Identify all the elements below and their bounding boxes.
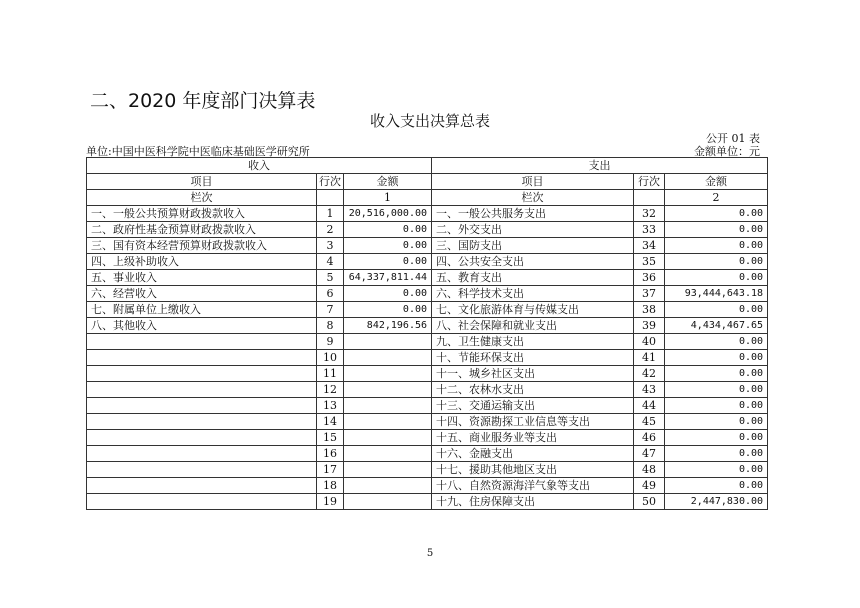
income-header: 收入	[87, 158, 432, 174]
income-row-no-cell: 5	[317, 270, 344, 286]
income-amount-cell	[344, 414, 432, 430]
table-row	[87, 478, 768, 494]
expense-item-cell: 五、教育支出	[432, 270, 634, 286]
income-row-no-cell: 16	[317, 446, 344, 462]
income-row-no-cell: 10	[317, 350, 344, 366]
income-amount-cell: 0.00	[344, 222, 432, 238]
expense-col-empty	[634, 190, 665, 206]
expense-amount-cell: 93,444,643.18	[665, 286, 768, 302]
income-item-cell	[87, 414, 317, 430]
income-row-no-cell: 13	[317, 398, 344, 414]
income-col-number: 1	[344, 190, 432, 206]
income-amount-cell: 64,337,811.44	[344, 270, 432, 286]
income-amount-cell: 20,516,000.00	[344, 206, 432, 222]
income-row-no-cell: 17	[317, 462, 344, 478]
income-item-cell	[87, 462, 317, 478]
table-row	[87, 270, 768, 286]
income-amount-cell: 842,196.56	[344, 318, 432, 334]
income-amount-cell	[344, 382, 432, 398]
table-row	[87, 446, 768, 462]
table-row	[87, 238, 768, 254]
expense-row-no-cell: 45	[634, 414, 665, 430]
expense-item-cell: 十七、援助其他地区支出	[432, 462, 634, 478]
income-item-cell	[87, 334, 317, 350]
expense-row-no-cell: 48	[634, 462, 665, 478]
form-code: 公开 01 表	[706, 132, 760, 145]
income-row-no-cell: 9	[317, 334, 344, 350]
income-amount-cell	[344, 462, 432, 478]
income-col-empty	[317, 190, 344, 206]
expense-row-no-cell: 32	[634, 206, 665, 222]
income-item-cell: 四、上级补助收入	[87, 254, 317, 270]
expense-header: 支出	[432, 158, 768, 174]
income-row-no-cell: 7	[317, 302, 344, 318]
header-row-sections	[87, 158, 768, 174]
expense-item-cell: 十八、自然资源海洋气象等支出	[432, 478, 634, 494]
table-row	[87, 366, 768, 382]
expense-item-cell: 十一、城乡社区支出	[432, 366, 634, 382]
expense-row-no-cell: 33	[634, 222, 665, 238]
expense-amount-cell: 0.00	[665, 222, 768, 238]
income-row-no-cell: 18	[317, 478, 344, 494]
income-amount-header: 金额	[344, 174, 432, 190]
income-amount-cell	[344, 398, 432, 414]
income-row-no-cell: 8	[317, 318, 344, 334]
table-row	[87, 302, 768, 318]
income-amount-cell: 0.00	[344, 286, 432, 302]
expense-item-cell: 十、节能环保支出	[432, 350, 634, 366]
expense-row-no-cell: 35	[634, 254, 665, 270]
expense-row-no-cell: 38	[634, 302, 665, 318]
expense-row-no-cell: 50	[634, 494, 665, 510]
expense-row-no-cell: 34	[634, 238, 665, 254]
table-row	[87, 206, 768, 222]
header-row-columns	[87, 174, 768, 190]
income-item-cell	[87, 478, 317, 494]
income-item-cell	[87, 382, 317, 398]
income-row-no-cell: 15	[317, 430, 344, 446]
expense-item-cell: 一、一般公共服务支出	[432, 206, 634, 222]
table-row	[87, 462, 768, 478]
table-row	[87, 350, 768, 366]
expense-amount-cell: 4,434,467.65	[665, 318, 768, 334]
page-number: 5	[426, 548, 434, 559]
expense-row-no-cell: 46	[634, 430, 665, 446]
expense-amount-cell: 0.00	[665, 430, 768, 446]
income-row-no-cell: 14	[317, 414, 344, 430]
income-expense-table	[86, 157, 768, 510]
expense-item-cell: 九、卫生健康支出	[432, 334, 634, 350]
income-item-cell: 八、其他收入	[87, 318, 317, 334]
income-amount-cell	[344, 494, 432, 510]
income-row-no-cell: 1	[317, 206, 344, 222]
unit-currency: 金额单位：元	[694, 145, 760, 158]
expense-item-cell: 二、外交支出	[432, 222, 634, 238]
income-item-cell: 一、一般公共预算财政拨款收入	[87, 206, 317, 222]
expense-amount-cell: 0.00	[665, 382, 768, 398]
income-item-cell	[87, 430, 317, 446]
income-item-cell	[87, 350, 317, 366]
income-item-header: 项目	[87, 174, 317, 190]
expense-item-cell: 六、科学技术支出	[432, 286, 634, 302]
expense-item-cell: 十二、农林水支出	[432, 382, 634, 398]
income-amount-cell	[344, 350, 432, 366]
income-item-cell: 三、国有资本经营预算财政拨款收入	[87, 238, 317, 254]
income-amount-cell: 0.00	[344, 238, 432, 254]
expense-row-no-cell: 41	[634, 350, 665, 366]
income-amount-cell	[344, 478, 432, 494]
table-row	[87, 318, 768, 334]
table-row	[87, 254, 768, 270]
expense-item-cell: 三、国防支出	[432, 238, 634, 254]
income-item-cell	[87, 398, 317, 414]
income-amount-cell: 0.00	[344, 254, 432, 270]
income-row-no-cell: 3	[317, 238, 344, 254]
income-amount-cell	[344, 430, 432, 446]
income-row-no-cell: 6	[317, 286, 344, 302]
expense-row-no-header: 行次	[634, 174, 665, 190]
income-item-cell: 五、事业收入	[87, 270, 317, 286]
expense-amount-cell: 0.00	[665, 478, 768, 494]
table-row	[87, 222, 768, 238]
expense-item-cell: 七、文化旅游体育与传媒支出	[432, 302, 634, 318]
income-row-no-cell: 12	[317, 382, 344, 398]
table-row	[87, 286, 768, 302]
table-row	[87, 334, 768, 350]
expense-amount-cell: 0.00	[665, 414, 768, 430]
expense-col-label: 栏次	[432, 190, 634, 206]
expense-item-cell: 八、社会保障和就业支出	[432, 318, 634, 334]
income-item-cell: 七、附属单位上缴收入	[87, 302, 317, 318]
expense-amount-cell: 0.00	[665, 446, 768, 462]
expense-row-no-cell: 40	[634, 334, 665, 350]
table-row	[87, 382, 768, 398]
income-row-no-header: 行次	[317, 174, 344, 190]
column-number-row	[87, 190, 768, 206]
table-row	[87, 414, 768, 430]
expense-row-no-cell: 42	[634, 366, 665, 382]
expense-item-header: 项目	[432, 174, 634, 190]
section-title: 二、2020 年度部门决算表	[90, 90, 316, 112]
expense-amount-cell: 2,447,830.00	[665, 494, 768, 510]
expense-row-no-cell: 37	[634, 286, 665, 302]
income-item-cell: 六、经营收入	[87, 286, 317, 302]
income-item-cell	[87, 366, 317, 382]
expense-amount-cell: 0.00	[665, 462, 768, 478]
expense-item-cell: 十五、商业服务业等支出	[432, 430, 634, 446]
expense-item-cell: 十九、住房保障支出	[432, 494, 634, 510]
expense-row-no-cell: 39	[634, 318, 665, 334]
income-row-no-cell: 4	[317, 254, 344, 270]
income-item-cell: 二、政府性基金预算财政拨款收入	[87, 222, 317, 238]
income-amount-cell	[344, 446, 432, 462]
expense-item-cell: 四、公共安全支出	[432, 254, 634, 270]
table-title: 收入支出决算总表	[369, 112, 490, 130]
expense-row-no-cell: 43	[634, 382, 665, 398]
expense-amount-header: 金额	[665, 174, 768, 190]
expense-col-number: 2	[665, 190, 768, 206]
income-row-no-cell: 11	[317, 366, 344, 382]
expense-amount-cell: 0.00	[665, 238, 768, 254]
expense-amount-cell: 0.00	[665, 206, 768, 222]
income-row-no-cell: 2	[317, 222, 344, 238]
income-amount-cell	[344, 366, 432, 382]
table-row	[87, 494, 768, 510]
expense-amount-cell: 0.00	[665, 254, 768, 270]
income-col-label: 栏次	[87, 190, 317, 206]
expense-amount-cell: 0.00	[665, 350, 768, 366]
table-row	[87, 398, 768, 414]
expense-row-no-cell: 47	[634, 446, 665, 462]
expense-amount-cell: 0.00	[665, 270, 768, 286]
expense-item-cell: 十四、资源勘探工业信息等支出	[432, 414, 634, 430]
unit-organization: 单位:中国中医科学院中医临床基础医学研究所	[86, 145, 310, 158]
expense-item-cell: 十三、交通运输支出	[432, 398, 634, 414]
expense-item-cell: 十六、金融支出	[432, 446, 634, 462]
income-amount-cell	[344, 334, 432, 350]
expense-row-no-cell: 44	[634, 398, 665, 414]
expense-row-no-cell: 36	[634, 270, 665, 286]
expense-amount-cell: 0.00	[665, 334, 768, 350]
expense-amount-cell: 0.00	[665, 366, 768, 382]
income-item-cell	[87, 446, 317, 462]
expense-amount-cell: 0.00	[665, 398, 768, 414]
expense-amount-cell: 0.00	[665, 302, 768, 318]
income-item-cell	[87, 494, 317, 510]
income-amount-cell: 0.00	[344, 302, 432, 318]
expense-row-no-cell: 49	[634, 478, 665, 494]
income-row-no-cell: 19	[317, 494, 344, 510]
table-row	[87, 430, 768, 446]
